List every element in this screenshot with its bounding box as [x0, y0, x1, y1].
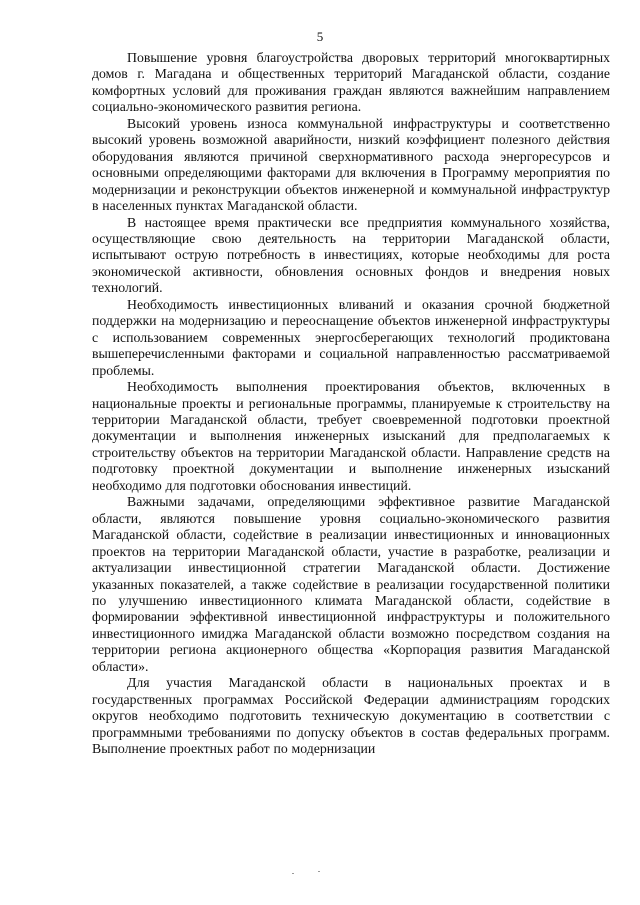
scan-artifact	[318, 871, 320, 872]
paragraph-landscaping: Повышение уровня благоустройства дворовых территорий многоквартирных домов г. Магадана и общественных территорий Магаданской области, создание комфортных условий для проживания граждан являются важнейшим направлением социально-экономического развития региона.	[92, 50, 610, 115]
paragraph-budget-support: Необходимость инвестиционных вливаний и оказания срочной бюджетной поддержки на модернизацию и переоснащение объектов инженерной инфраструктуры с использованием современных энергосберегающих технологий продиктована вышеперечисленными факторами и социальной направленностью рассматриваемой проблемы.	[92, 296, 610, 378]
paragraph-national-projects: Для участия Магаданской области в национальных проектах и в государственных программах Российской Федерации администрациям городских округов необходимо подготовить техническую документацию в соответствии с программными требованиями по допуску объектов в состав федеральных программ. Выполнение проектных работ по модернизации	[92, 675, 610, 757]
paragraph-development-tasks: Важными задачами, определяющими эффективное развитие Магаданской области, являются повышение уровня социально-экономического развития Магаданской области, содействие в реализации инвестиционных и инновационных проектов на территории Магаданской области, участие в разработке, реализации и актуализации инвестиционной стратегии Магаданской области. Достижение указанных показателей, а также содействие в реализации государственной политики по улучшению инвестиционного климата Магаданской области, содействие в формировании эффективной инвестиционной инфраструктуры и положительного инвестиционного имиджа Магаданской области возможно посредством создания на территории региона акционерного общества «Корпорация развития Магаданской области».	[92, 494, 610, 674]
paragraph-utility-infrastructure: Высокий уровень износа коммунальной инфраструктуры и соответственно высокий уровень возможной аварийности, низкий коэффициент полезного действия оборудования являются причиной сверхнормативного расхода энергоресурсов и основными определяющими факторами для включения в Программу мероприятия по модернизации и реконструкции объектов инженерной и коммунальной инфраструктур в населенных пунктах Магаданской области.	[92, 115, 610, 214]
paragraph-design-documentation: Необходимость выполнения проектирования объектов, включенных в национальные проекты и региональные программы, планируемые к строительству на территории Магаданской области, требует своевременной подготовки проектной документации и выполнения инженерных изысканий для предполагаемых к строительству объектов на территории Магаданской области. Направление средств на подготовку проектной документации и выполнение инженерных изысканий необходимо для подготовки обоснования инвестиций.	[92, 379, 610, 493]
document-body	[92, 50, 610, 757]
scan-artifact	[292, 873, 294, 874]
page-number: 5	[316, 29, 324, 44]
paragraph-investment-need: В настоящее время практически все предприятия коммунального хозяйства, осуществляющие свою деятельность на территории Магаданской области, испытывают острую потребность в инвестициях, которые необходимы для роста экономической активности, обновления основных фондов и внедрения новых технологий.	[92, 214, 610, 296]
